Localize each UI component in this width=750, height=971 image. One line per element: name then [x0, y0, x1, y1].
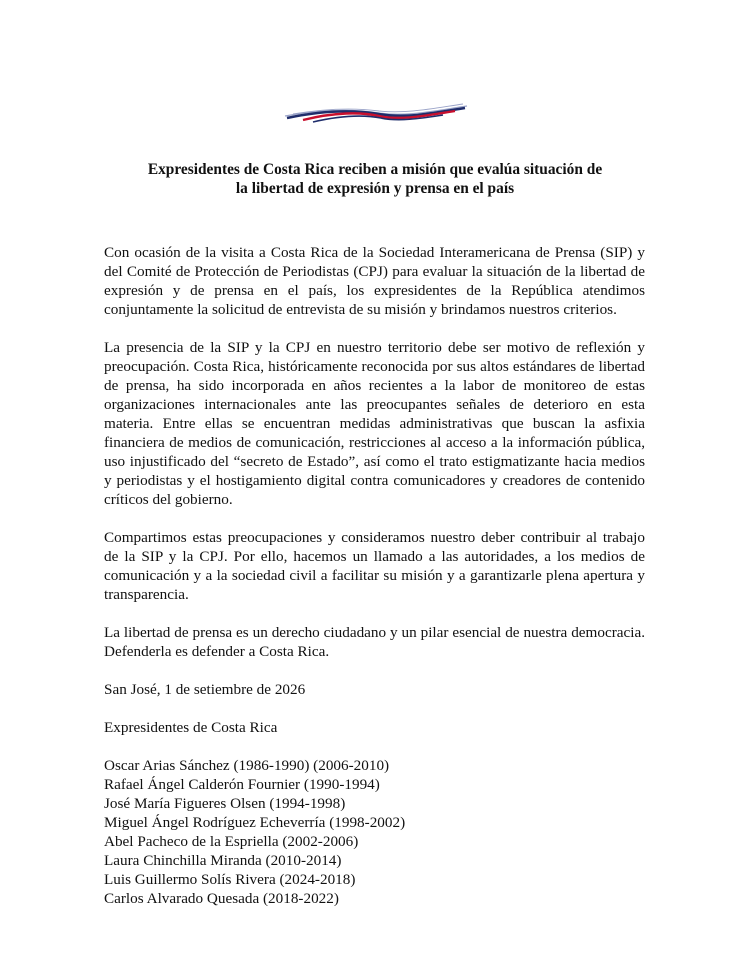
signer-item: Luis Guillermo Solís Rivera (2024-2018) — [104, 871, 356, 888]
signer-item: José María Figueres Olsen (1994-1998) — [104, 795, 346, 812]
signer-item: Laura Chinchilla Miranda (2010-2014) — [104, 852, 342, 869]
flag-ribbon-logo-icon — [283, 100, 469, 126]
paragraph-2: La presencia de la SIP y la CPJ en nuestro territorio debe ser motivo de reflexión y preocupación. Costa Rica, históricamente reconocida por sus altos estándares de libertad de prensa, ha sido incorporada en años recientes a la labor de monitoreo de estas organizaciones internacionales ante las preocupantes señales de deterioro en esta materia. Entre ellas se encuentran medidas administrativas que buscan la asfixia financiera de medios de comunicación, restricciones al acceso a la información pública, uso injustificado del “secreto de Estado”, así como el trato estigmatizante hacia medios y periodistas y el hostigamiento digital contra comunicadores y creadores de contenido críticos del gobierno. — [104, 339, 645, 508]
signer-item: Oscar Arias Sánchez (1986-1990) (2006-2010) — [104, 757, 390, 774]
signers-list — [104, 756, 645, 908]
paragraph-4: La libertad de prensa es un derecho ciudadano y un pilar esencial de nuestra democracia. Defenderla es defender a Costa Rica. — [104, 624, 645, 660]
signer-item: Abel Pacheco de la Espriella (2002-2006) — [104, 833, 359, 850]
title-line-2: la libertad de expresión y prensa en el país — [235, 180, 515, 197]
signer-item: Miguel Ángel Rodríguez Echeverría (1998-2002) — [104, 814, 406, 831]
title-line-1: Expresidentes de Costa Rica reciben a misión que evalúa situación de — [147, 161, 603, 178]
signer-item: Carlos Alvarado Quesada (2018-2022) — [104, 890, 339, 907]
document-body — [104, 243, 645, 908]
document-date: San José, 1 de setiembre de 2026 — [104, 681, 306, 698]
paragraph-3: Compartimos estas preocupaciones y consideramos nuestro deber contribuir al trabajo de la SIP y la CPJ. Por ello, hacemos un llamado a las autoridades, a los medios de comunicación y a la sociedad civil a facilitar su misión y a garantizarle plena apertura y transparencia. — [104, 529, 645, 603]
signers-heading: Expresidentes de Costa Rica — [104, 719, 278, 736]
paragraph-1: Con ocasión de la visita a Costa Rica de la Sociedad Interamericana de Prensa (SIP) y del Comité de Protección de Periodistas (CPJ) para evaluar la situación de la libertad de expresión y de prensa en el país, los expresidentes de la República atendimos conjuntamente la solicitud de entrevista de su misión y brindamos nuestros criterios. — [104, 244, 645, 318]
document-title — [90, 160, 660, 198]
signer-item: Rafael Ángel Calderón Fournier (1990-1994) — [104, 776, 380, 793]
